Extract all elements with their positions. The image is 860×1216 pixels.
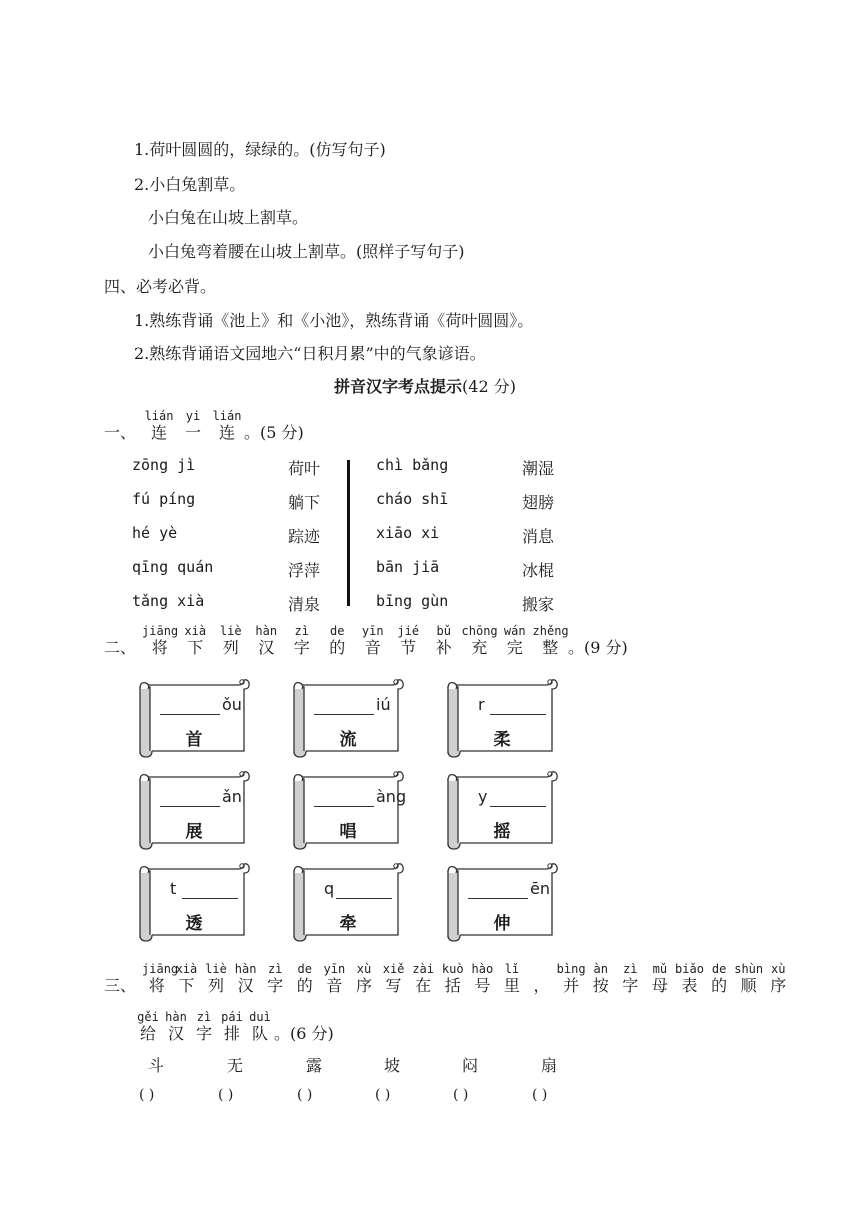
- answer-blank[interactable]: [314, 806, 374, 807]
- answer-blank[interactable]: [182, 898, 238, 899]
- annotated-character: 母: [651, 976, 668, 995]
- syllable-hint: ǎn: [222, 787, 242, 806]
- annotated-character: 的: [711, 976, 728, 995]
- question-score: 。(9 分): [568, 638, 628, 657]
- scroll-card: [138, 677, 250, 757]
- answer-blank[interactable]: [490, 806, 546, 807]
- pinyin-item: zōng jì: [132, 456, 196, 474]
- annotated-character: 整: [542, 638, 559, 657]
- annotated-character: 音: [364, 638, 381, 657]
- syllable-hint: ǒu: [222, 695, 242, 714]
- ruby-syllable: [379, 962, 409, 996]
- annotated-character: 表: [681, 976, 698, 995]
- scroll-card: [292, 677, 404, 757]
- ruby-syllable: [320, 962, 350, 996]
- ruby-syllable: [178, 624, 214, 658]
- pinyin-annotation: zì: [623, 962, 638, 976]
- syllable-hint: q: [324, 879, 335, 898]
- pinyin-annotation: jiāng: [142, 962, 179, 976]
- scroll-card: [446, 769, 558, 849]
- syllable-hint: t: [170, 879, 177, 898]
- column-divider: [347, 460, 350, 606]
- section-title: [334, 377, 516, 397]
- pinyin-annotation: [527, 962, 557, 976]
- annotated-character: 下: [187, 638, 204, 657]
- answer-paren[interactable]: ( ): [532, 1087, 548, 1103]
- sentence-1: 1.荷叶圆圆的，绿绿的。(仿写句子): [134, 140, 386, 159]
- annotated-character: 补: [435, 638, 452, 657]
- ruby-syllable: [218, 1010, 246, 1044]
- ruby-syllable: [497, 962, 527, 996]
- annotated-character: 序: [355, 976, 372, 995]
- sort-character: 无: [227, 1056, 244, 1075]
- answer-paren[interactable]: ( ): [139, 1087, 155, 1103]
- annotated-character: 汉: [258, 638, 275, 657]
- scroll-card: [138, 769, 250, 849]
- annotated-character: 汉: [237, 976, 254, 995]
- ruby-syllable: [497, 624, 533, 658]
- syllable-hint: ēn: [530, 879, 550, 898]
- pinyin-annotation: jiāng: [142, 624, 179, 638]
- question-number: 三、: [104, 976, 137, 995]
- pinyin-annotation: xù: [771, 962, 786, 976]
- ruby-syllable: [246, 1010, 274, 1044]
- section-title-score: (42 分): [462, 377, 516, 396]
- pinyin-annotation: zì: [267, 962, 283, 976]
- pinyin-annotation: bǔ: [436, 624, 451, 638]
- pinyin-item: fú píng: [132, 490, 196, 508]
- annotated-character: 下: [178, 976, 195, 995]
- annotated-character: 一: [185, 423, 202, 442]
- syllable-hint: iú: [376, 695, 391, 714]
- pinyin-annotation: yīn: [361, 624, 384, 638]
- annotated-character: 给: [139, 1024, 156, 1043]
- hanzi-item: 翅膀: [522, 493, 555, 512]
- annotated-character: 的: [296, 976, 313, 995]
- question-1-heading: [104, 409, 304, 443]
- scroll-card: [292, 769, 407, 849]
- answer-blank[interactable]: [336, 898, 392, 899]
- pinyin-annotation: duì: [249, 1010, 271, 1024]
- pinyin-annotation: zhěng: [532, 624, 569, 638]
- pinyin-annotation: shùn: [734, 962, 764, 976]
- pinyin-annotation: bìng: [556, 962, 586, 976]
- recite-item-1: 1.熟练背诵《池上》和《小池》，熟练背诵《荷叶圆圆》。: [134, 311, 534, 330]
- pinyin-annotation: liè: [219, 624, 242, 638]
- ruby-syllable: [172, 962, 202, 996]
- ruby-syllable: [290, 962, 320, 996]
- card-character: 伸: [493, 914, 511, 934]
- pinyin-annotation: xù: [356, 962, 372, 976]
- ruby-syllable: [408, 962, 438, 996]
- answer-blank[interactable]: [314, 714, 374, 715]
- card-character: 摇: [493, 822, 511, 842]
- ruby-syllable: [704, 962, 734, 996]
- pinyin-annotation: xiě: [382, 962, 405, 976]
- hanzi-item: 躺下: [288, 493, 321, 512]
- sort-character: 斗: [148, 1056, 165, 1075]
- pinyin-annotation: de: [297, 962, 312, 976]
- hanzi-item: 荷叶: [288, 459, 321, 478]
- hanzi-item: 搬家: [522, 595, 555, 614]
- sentence-2-example-b: 小白兔弯着腰在山坡上割草。(照样子写句子): [148, 242, 465, 261]
- card-character: 展: [185, 822, 203, 842]
- pinyin-annotation: hàn: [165, 1010, 187, 1024]
- sort-character: 扇: [541, 1056, 558, 1075]
- pinyin-item: bīng gùn: [376, 592, 449, 610]
- section-4-heading: 四、必考必背。: [104, 277, 217, 296]
- sort-character: 闷: [462, 1056, 479, 1075]
- ruby-syllable: [162, 1010, 190, 1044]
- pinyin-item: hé yè: [132, 524, 178, 542]
- card-character: 柔: [493, 730, 511, 750]
- ruby-syllable: [734, 962, 764, 996]
- pinyin-annotation: xià: [184, 624, 207, 638]
- hanzi-item: 潮湿: [522, 459, 555, 478]
- pinyin-annotation: lián: [144, 409, 174, 423]
- question-3-heading-cont: [134, 1010, 334, 1044]
- hanzi-item: 消息: [522, 527, 555, 546]
- pinyin-annotation: kuò: [441, 962, 464, 976]
- ruby-syllable: [355, 624, 391, 658]
- annotated-character: 队: [251, 1024, 268, 1043]
- pinyin-annotation: gěi: [137, 1010, 159, 1024]
- ruby-syllable: [468, 962, 498, 996]
- question-number: 二、: [104, 638, 137, 657]
- answer-blank[interactable]: [468, 898, 528, 899]
- question-score: 。(5 分): [244, 423, 304, 442]
- ruby-syllable: [249, 624, 285, 658]
- annotated-character: 括: [444, 976, 461, 995]
- scroll-card: [446, 861, 558, 941]
- ruby-syllable: [201, 962, 231, 996]
- annotated-character: ，: [533, 976, 550, 995]
- question-2-heading: [104, 624, 628, 658]
- sort-character: 露: [306, 1056, 323, 1075]
- annotated-character: 将: [148, 976, 165, 995]
- annotated-character: 里: [503, 976, 520, 995]
- scroll-card: [292, 861, 404, 941]
- syllable-hint: r: [478, 695, 485, 714]
- pinyin-annotation: zì: [294, 624, 309, 638]
- ruby-syllable: [426, 624, 462, 658]
- annotated-character: 字: [293, 638, 310, 657]
- pinyin-annotation: àn: [593, 962, 608, 976]
- syllable-hint: y: [478, 787, 488, 806]
- ruby-syllable: [320, 624, 356, 658]
- ruby-syllable: [142, 962, 179, 996]
- annotated-character: 充: [471, 638, 488, 657]
- annotated-character: 汉: [167, 1024, 184, 1043]
- pinyin-annotation: hàn: [234, 962, 257, 976]
- answer-blank[interactable]: [490, 714, 546, 715]
- ruby-syllable: [190, 1010, 218, 1044]
- annotated-character: 字: [622, 976, 639, 995]
- pinyin-annotation: hào: [471, 962, 494, 976]
- pinyin-annotation: biǎo: [675, 962, 704, 976]
- pinyin-item: bān jiā: [376, 558, 440, 576]
- answer-blank[interactable]: [160, 714, 220, 715]
- annotated-character: 连: [219, 423, 236, 442]
- hanzi-item: 浮萍: [288, 561, 321, 580]
- ruby-syllable: [176, 409, 210, 443]
- pinyin-item: tǎng xià: [132, 592, 205, 610]
- question-3-heading: [104, 962, 793, 996]
- annotated-character: 并: [563, 976, 580, 995]
- pinyin-annotation: pái: [221, 1010, 243, 1024]
- pinyin-annotation: lǐ: [504, 962, 520, 976]
- card-character: 牵: [339, 914, 357, 934]
- card-character: 流: [339, 730, 357, 750]
- answer-paren[interactable]: ( ): [453, 1087, 469, 1103]
- ruby-syllable: [213, 624, 249, 658]
- syllable-hint: àng: [376, 787, 407, 806]
- pinyin-annotation: wán: [503, 624, 526, 638]
- ruby-syllable: [533, 624, 569, 658]
- sentence-2: 2.小白兔割草。: [134, 175, 246, 194]
- pinyin-annotation: yi: [185, 409, 201, 423]
- ruby-syllable: [675, 962, 705, 996]
- ruby-syllable: [210, 409, 244, 443]
- answer-blank[interactable]: [160, 806, 220, 807]
- section-title-text: 拼音汉字考点提示: [334, 377, 463, 396]
- annotated-character: 完: [506, 638, 523, 657]
- pinyin-item: cháo shī: [376, 490, 449, 508]
- annotated-character: 写: [385, 976, 402, 995]
- pinyin-item: chì bǎng: [376, 456, 449, 474]
- ruby-syllable: [527, 962, 557, 996]
- annotated-character: 排: [223, 1024, 240, 1043]
- pinyin-annotation: liè: [205, 962, 227, 976]
- annotated-character: 在: [415, 976, 432, 995]
- answer-paren[interactable]: ( ): [297, 1087, 313, 1103]
- pinyin-annotation: xià: [175, 962, 198, 976]
- pinyin-annotation: de: [711, 962, 727, 976]
- sentence-2-example-a: 小白兔在山坡上割草。: [148, 208, 309, 227]
- pinyin-item: qīng quán: [132, 558, 214, 576]
- ruby-syllable: [391, 624, 427, 658]
- pinyin-annotation: jié: [397, 624, 420, 638]
- pinyin-annotation: lián: [212, 409, 242, 423]
- hanzi-item: 冰棍: [522, 561, 555, 580]
- card-character: 透: [185, 914, 203, 934]
- annotated-character: 音: [326, 976, 343, 995]
- annotated-character: 连: [151, 423, 168, 442]
- question-number: 一、: [104, 423, 137, 442]
- card-character: 首: [185, 730, 203, 750]
- question-score: 。(6 分): [274, 1024, 334, 1043]
- ruby-syllable: [438, 962, 468, 996]
- pinyin-annotation: de: [330, 624, 345, 638]
- pinyin-annotation: zì: [196, 1010, 212, 1024]
- pinyin-annotation: yīn: [323, 962, 346, 976]
- annotated-character: 号: [474, 976, 491, 995]
- annotated-character: 节: [400, 638, 417, 657]
- sort-character: 坡: [384, 1056, 401, 1075]
- annotated-character: 将: [151, 638, 168, 657]
- recite-item-2: 2.熟练背诵语文园地六“日积月累”中的气象谚语。: [134, 344, 486, 363]
- ruby-syllable: [142, 409, 176, 443]
- pinyin-annotation: chōng: [461, 624, 498, 638]
- ruby-syllable: [462, 624, 498, 658]
- annotated-character: 的: [329, 638, 346, 657]
- ruby-syllable: [645, 962, 675, 996]
- ruby-syllable: [231, 962, 261, 996]
- ruby-syllable: [284, 624, 320, 658]
- annotated-character: 序: [770, 976, 787, 995]
- scroll-card: [446, 677, 558, 757]
- pinyin-annotation: mǔ: [652, 962, 668, 976]
- ruby-syllable: [616, 962, 646, 996]
- annotated-character: 列: [207, 976, 224, 995]
- pinyin-annotation: zài: [412, 962, 434, 976]
- pinyin-item: xiāo xi: [376, 524, 440, 542]
- ruby-syllable: [556, 962, 586, 996]
- annotated-character: 字: [195, 1024, 212, 1043]
- annotated-character: 顺: [740, 976, 757, 995]
- annotated-character: 按: [592, 976, 609, 995]
- scroll-card: [138, 861, 250, 941]
- answer-paren[interactable]: ( ): [218, 1087, 234, 1103]
- card-character: 唱: [339, 822, 357, 842]
- annotated-character: 字: [267, 976, 284, 995]
- hanzi-item: 清泉: [288, 595, 321, 614]
- ruby-syllable: [260, 962, 290, 996]
- hanzi-item: 踪迹: [288, 527, 321, 546]
- ruby-syllable: [586, 962, 616, 996]
- pinyin-annotation: hàn: [255, 624, 278, 638]
- ruby-syllable: [134, 1010, 162, 1044]
- annotated-character: 列: [222, 638, 239, 657]
- ruby-syllable: [142, 624, 178, 658]
- answer-paren[interactable]: ( ): [375, 1087, 391, 1103]
- ruby-syllable: [763, 962, 793, 996]
- ruby-syllable: [349, 962, 379, 996]
